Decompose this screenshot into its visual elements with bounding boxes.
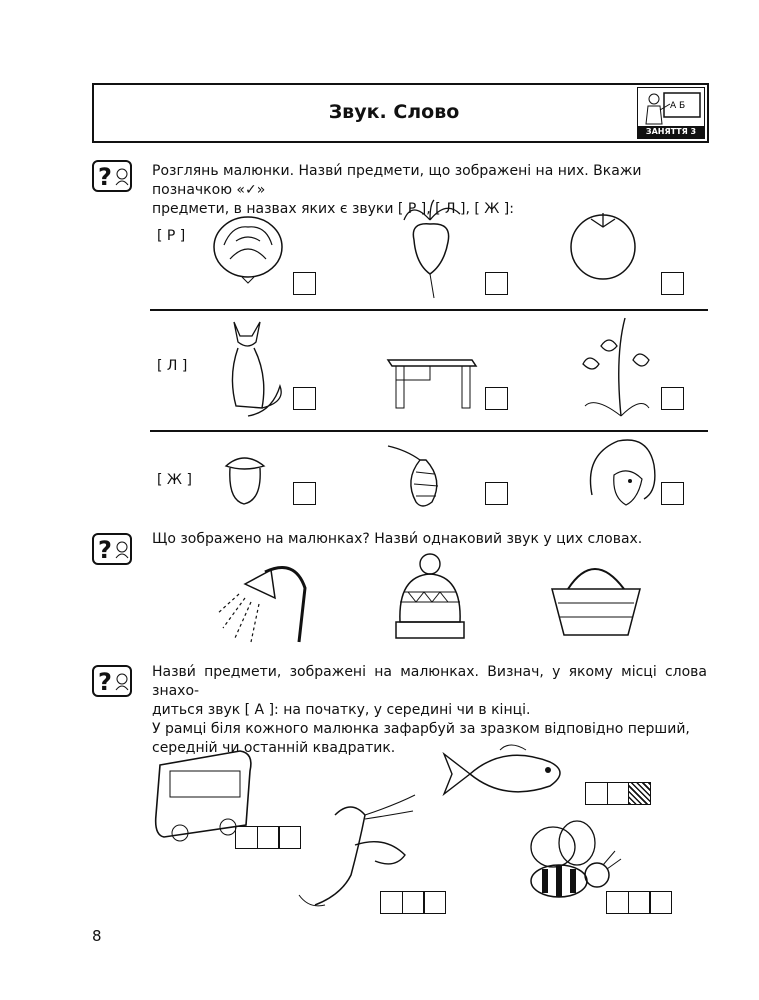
title-box (92, 83, 709, 143)
knit-hat-icon (390, 552, 470, 642)
task1-line2: предмети, в назвах яких є звуки [ Р ], [ Л ], [ Ж ]: (152, 201, 514, 217)
task3-instructions (152, 663, 707, 758)
sound-label-zh: [ Ж ] (157, 472, 192, 488)
board-text: А Б (670, 101, 686, 111)
answer-box[interactable] (661, 272, 684, 295)
answer-box[interactable] (293, 482, 316, 505)
row-divider (150, 430, 708, 432)
beet-icon (390, 200, 470, 300)
question-icon: ? (92, 665, 132, 697)
answer-cell[interactable] (628, 891, 651, 914)
task1-line1: Розглянь малюнки. Назви́ предмети, що зображені на них. Вкажи позначкою «✓» (152, 163, 642, 198)
page-title: Звук. Слово (328, 101, 460, 123)
answer-cell[interactable] (649, 891, 672, 914)
answer-box[interactable] (485, 272, 508, 295)
task3-line3: У рамці біля кожного малюнка зафарбуй за зразком відповідно перший, (152, 721, 690, 737)
lesson-badge-box (637, 87, 705, 139)
fish-icon (440, 740, 574, 806)
answer-box[interactable] (485, 387, 508, 410)
teacher-board-icon (642, 90, 702, 126)
tomato-icon (565, 205, 641, 281)
basket-icon (548, 555, 644, 639)
fox-icon (208, 316, 288, 424)
answer-cell[interactable] (235, 826, 258, 849)
task3-line4: середній чи останній квадратик. (152, 740, 396, 756)
answer-cell[interactable] (585, 782, 608, 805)
answer-cell[interactable] (380, 891, 403, 914)
answer-box[interactable] (661, 387, 684, 410)
hedgehog-icon (584, 435, 660, 515)
answer-cell[interactable] (402, 891, 425, 914)
answer-cell[interactable] (423, 891, 446, 914)
desk-icon (386, 350, 478, 410)
sound-label-r: [ Р ] (157, 228, 186, 244)
answer-cell[interactable] (257, 826, 280, 849)
page-number: 8 (92, 927, 102, 945)
answer-box[interactable] (293, 387, 316, 410)
acorn-icon (220, 450, 270, 506)
answer-box[interactable] (661, 482, 684, 505)
lesson-number: ЗАНЯТТЯ 3 (638, 126, 704, 138)
answer-cells (606, 891, 672, 914)
task2-instructions: Що зображено на малюнках? Назви́ однаковий звук у цих словах. (152, 531, 643, 547)
answer-cell[interactable] (606, 891, 629, 914)
answer-cell[interactable] (607, 782, 630, 805)
question-icon: ? (92, 160, 132, 192)
pinecone-icon (386, 440, 456, 512)
task3-line2: диться звук [ А ]: на початку, у середині чи в кінці. (152, 702, 531, 718)
row-divider (150, 309, 708, 311)
bellflower-icon (575, 316, 655, 424)
answer-box[interactable] (293, 272, 316, 295)
question-icon: ? (92, 533, 132, 565)
sound-label-l: [ Л ] (157, 358, 188, 374)
cabbage-icon (208, 205, 288, 285)
answer-cell-filled[interactable] (628, 782, 651, 805)
answer-cells (380, 891, 446, 914)
answer-cells (235, 826, 301, 849)
task3-line1: Назви́ предмети, зображені на малюнках. Визнач, у якому місці слова знахо- (152, 664, 707, 699)
example-cells (585, 782, 651, 805)
answer-box[interactable] (485, 482, 508, 505)
shower-icon (215, 558, 315, 650)
